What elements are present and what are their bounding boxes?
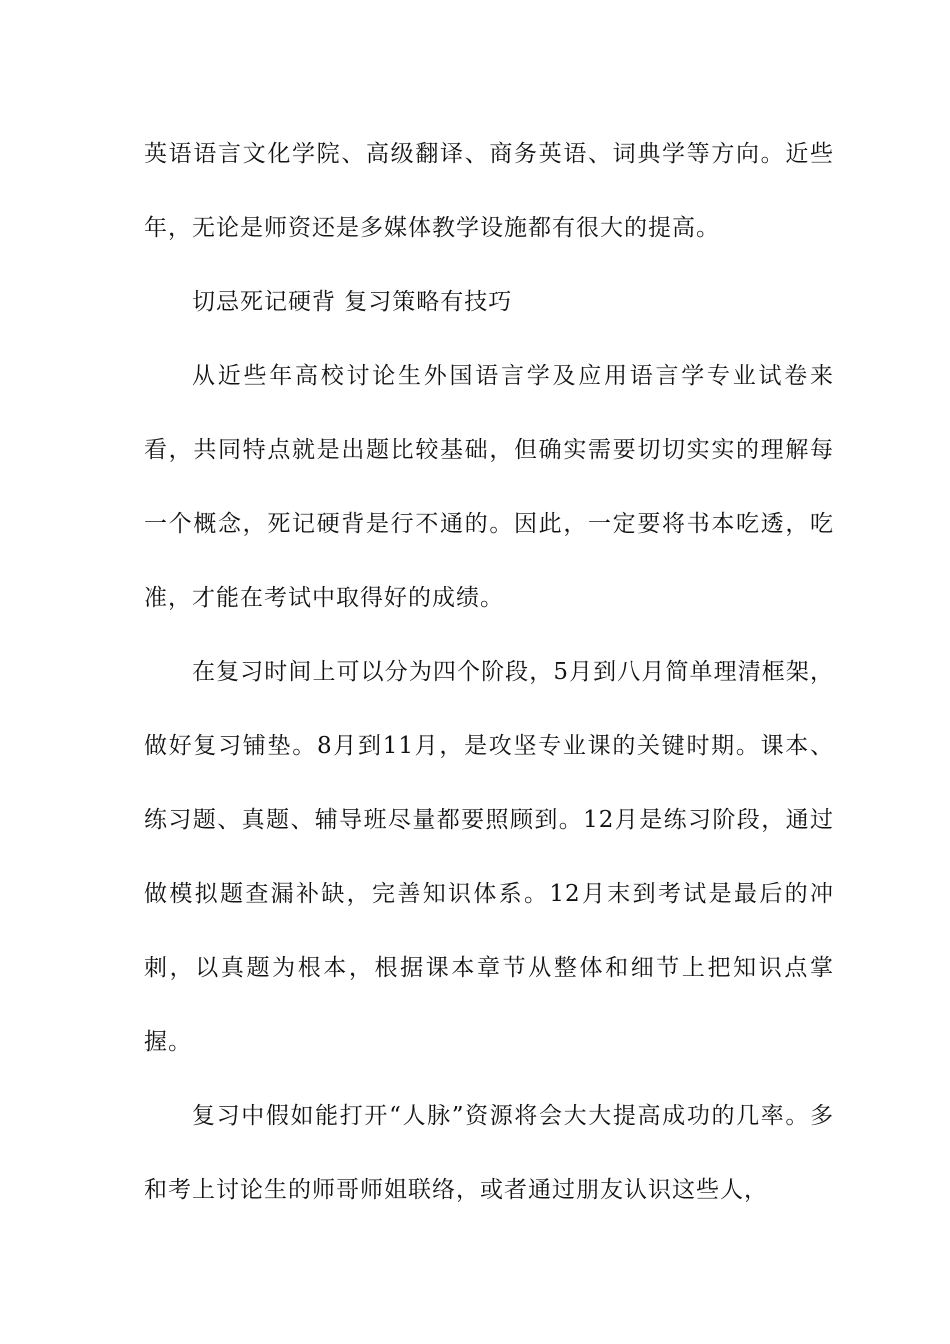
section-heading: 切忌死记硬背 复习策略有技巧: [192, 289, 513, 315]
paragraph-network-resources: 复习中假如能打开“人脉”资源将会大大提高成功的几率。多和考上讨论生的师哥师姐联络，或者通过朋友认识这些人，: [144, 1103, 834, 1203]
paragraph-review-schedule: 在复习时间上可以分为四个阶段，5月到八月简单理清框架，做好复习铺垫。8月到11月，是攻坚专业课的关键时期。课本、练习题、真题、辅导班尽量都要照顾到。12月是练习阶段，通过做模拟题查漏补缺，完善知识体系。12月末到考试是最后的冲刺，以真题为根本，根据课本章节从整体和细节上把知识点掌握。: [144, 659, 834, 1055]
paragraph-exam-features: 从近些年高校讨论生外国语言学及应用语言学专业试卷来看，共同特点就是出题比较基础，但确实需要切切实实的理解每一个概念，死记硬背是行不通的。因此，一定要将书本吃透，吃准，才能在考试中取得好的成绩。: [144, 363, 834, 611]
paragraph-intro-continuation: 英语语言文化学院、高级翻译、商务英语、词典学等方向。近些年，无论是师资还是多媒体教学设施都有很大的提高。: [144, 141, 834, 241]
document-body: [144, 117, 834, 1227]
